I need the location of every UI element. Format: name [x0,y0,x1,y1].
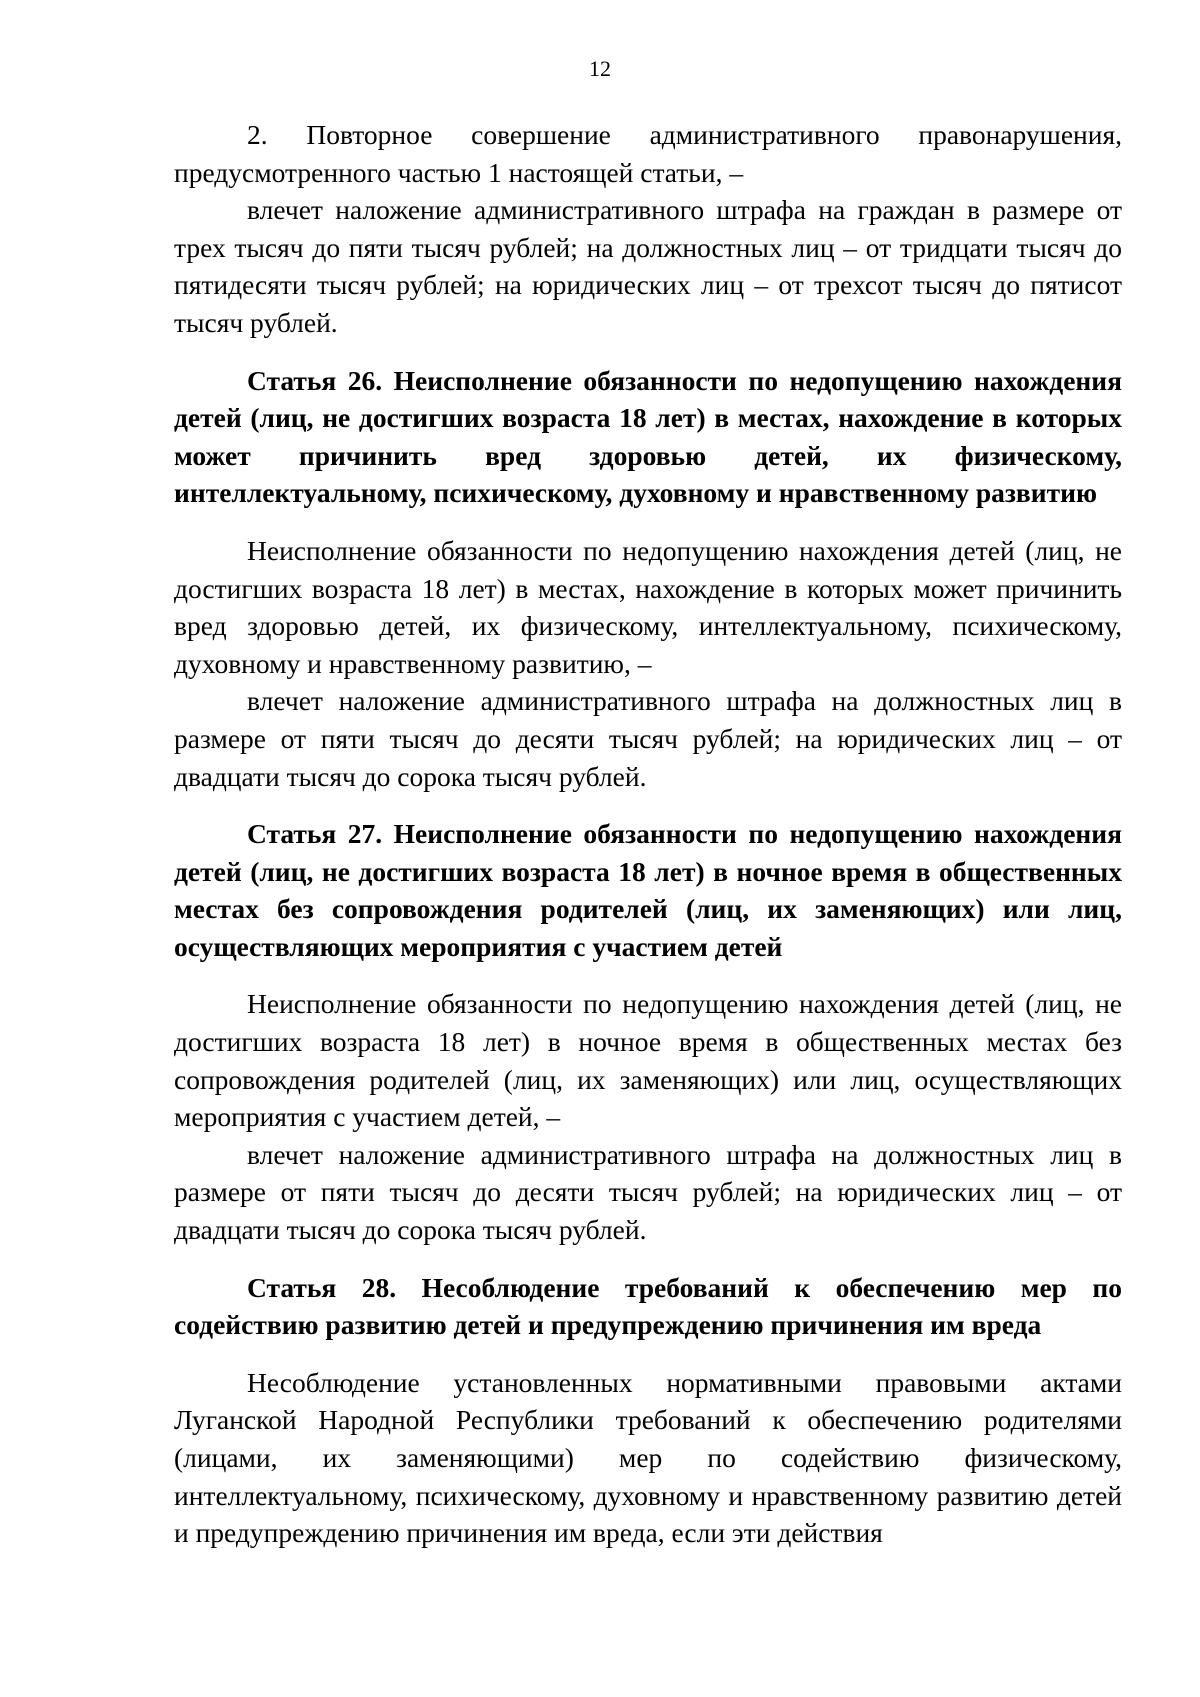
paragraph-repeat-offense: 2. Повторное совершение административного правонарушения, предусмотренного частью 1 настоящей статьи, – [174,119,1122,188]
article-26-text: Неисполнение обязанности по недопущению нахождения детей (лиц, не достигших возраста 18 лет) в местах, нахождение в которых может причинить вред здоровью детей, их физическому, интеллектуальному, психическому, духовному и нравственному развитию, – [174,534,1122,679]
article-28-text: Несоблюдение установленных нормативными правовыми актами Луганской Народной Республики требований к обеспечению родителями (лицами, их заменяющими) мер по содействию физическому, интеллектуальному, психическому, духовному и нравственному развитию детей и предупреждению причинения им вреда, если эти действия [174,1366,1122,1549]
article-27-penalty: влечет наложение административного штрафа на должностных лиц в размере от пяти тысяч до десяти тысяч рублей; на юридических лиц – от двадцати тысяч до сорока тысяч рублей. [174,1138,1122,1246]
article-26-heading: Статья 26. Неисполнение обязанности по недопущению нахождения детей (лиц, не достигших возраста 18 лет) в местах, нахождение в которых может причинить вред здоровью детей, их физическому, интеллектуальному, психическому, духовному и нравственному развитию [174,364,1122,509]
page-number: 12 [589,56,611,81]
article-27-text: Неисполнение обязанности по недопущению нахождения детей (лиц, не достигших возраста 18 лет) в ночное время в общественных местах без сопровождения родителей (лиц, их заменяющих) или лиц, осуществляющих мероприятия с участием детей, – [174,988,1122,1133]
article-28-heading: Статья 28. Несоблюдение требований к обеспечению мер по содействию развитию детей и предупреждению причинения им вреда [174,1271,1122,1341]
document-body [174,116,1122,1552]
paragraph-penalty-repeat: влечет наложение административного штрафа на граждан в размере от трех тысяч до пяти тысяч рублей; на должностных лиц – от тридцати тысяч до пятидесяти тысяч рублей; на юридических лиц – от трехсот тысяч до пятисот тысяч рублей. [174,194,1122,338]
article-26-penalty: влечет наложение административного штрафа на должностных лиц в размере от пяти тысяч до десяти тысяч рублей; на юридических лиц – от двадцати тысяч до сорока тысяч рублей. [174,685,1122,792]
article-27-heading: Статья 27. Неисполнение обязанности по недопущению нахождения детей (лиц, не достигших возраста 18 лет) в ночное время в общественных местах без сопровождения родителей (лиц, их заменяющих) или лиц, осуществляющих мероприятия с участием детей [174,818,1122,962]
